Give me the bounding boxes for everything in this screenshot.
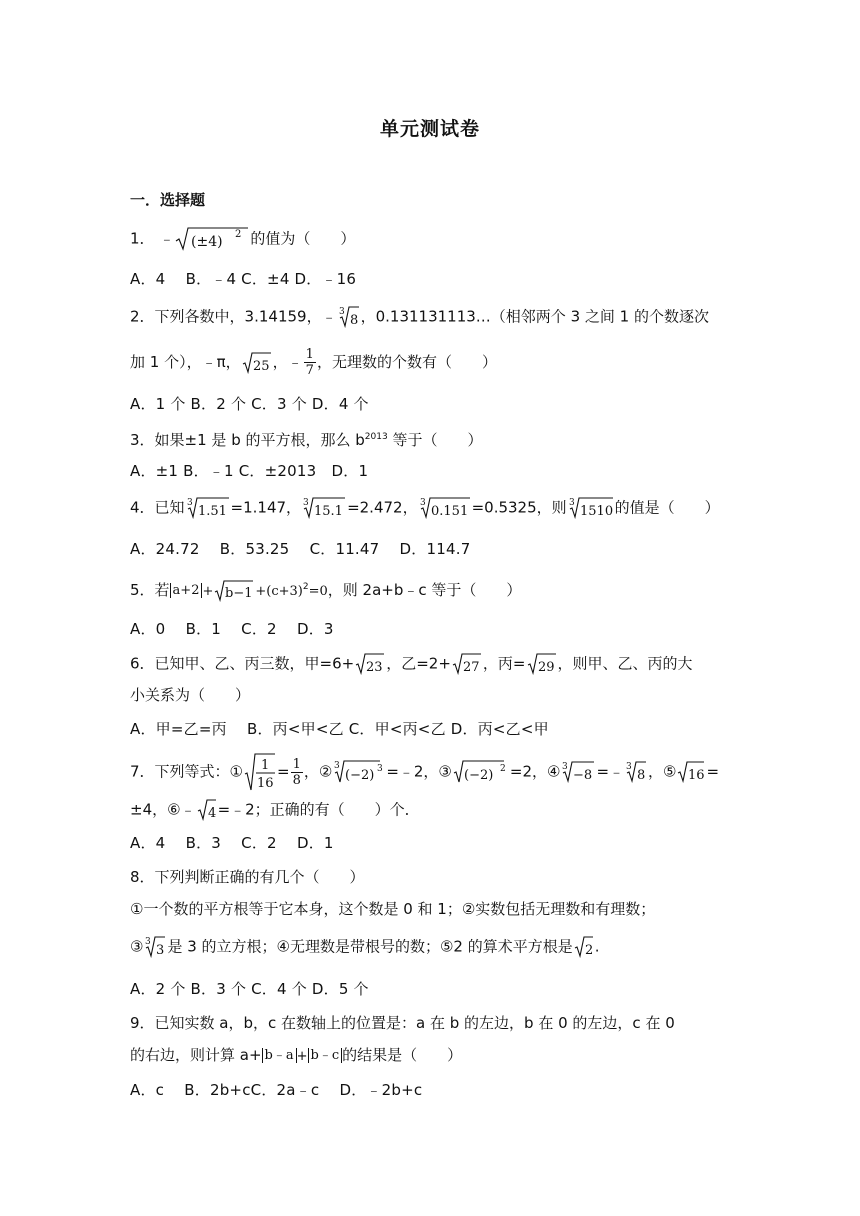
text: + <box>296 1049 308 1064</box>
absolute-value: b﹣a <box>262 1048 297 1063</box>
text: ，0.131131113…（相邻两个 3 之间 1 的个数逐次 <box>360 307 709 326</box>
sqrt-symbol <box>242 351 272 375</box>
cube-root-symbol <box>338 305 360 329</box>
text: 7．下列等式：① <box>130 762 243 781</box>
sqrt-symbol <box>244 752 276 792</box>
question-7-options: A．4 B．3 C．2 D．1 <box>130 834 334 852</box>
question-8-stem: 8．下列判断正确的有几个（ ） <box>130 868 365 886</box>
question-1-stem: 1． ﹣ (±4) 2 的值为（ ） <box>130 226 355 252</box>
text: ，则 2a+b﹣c 等于（ ） <box>327 581 522 599</box>
sqrt-symbol <box>175 226 249 252</box>
fraction: $\frac{1}{8}$ <box>292 756 301 788</box>
sqrt-symbol <box>355 652 385 676</box>
cube-root-symbol <box>144 935 166 959</box>
cube-root-symbol <box>302 496 346 520</box>
cube-root-symbol <box>568 496 614 520</box>
question-2-options: A．1 个 B．2 个 C．3 个 D．4 个 <box>130 395 369 413</box>
cube-root-symbol <box>333 759 385 785</box>
text: =2.472， <box>347 498 418 517</box>
question-tail: 的值为（ ） <box>250 229 356 248</box>
text: =﹣2；正确的有（ ）个． <box>217 800 420 819</box>
radicand: (−2) <box>463 768 494 783</box>
absolute-value: a+2 <box>170 583 203 598</box>
text: 加 1 个），﹣π， <box>130 353 241 371</box>
question-5-stem: 5．若 a+2 + b−1 $+(c+3)^2=0$，则 2a+b﹣c 等于（ ） <box>130 576 521 603</box>
text: =0.5325，则 <box>471 498 567 517</box>
svg-text:2: 2 <box>499 764 506 774</box>
svg-text:3: 3 <box>626 762 632 772</box>
sqrt-symbol <box>574 935 594 959</box>
sqrt-symbol <box>452 652 482 676</box>
radicand: 2 <box>584 943 594 958</box>
svg-text:3: 3 <box>334 761 341 771</box>
exponent: 2 <box>302 582 309 592</box>
text: ，丙= <box>482 654 526 673</box>
text: 4．已知 <box>130 498 185 517</box>
svg-text:3: 3 <box>338 307 345 317</box>
text: . <box>594 937 600 956</box>
text: ±4，⑥﹣ <box>130 800 196 819</box>
radicand: 23 <box>366 660 383 675</box>
cube-root-symbol <box>561 760 595 784</box>
svg-text:3: 3 <box>377 764 384 774</box>
question-9-stem-line1: 9．已知实数 a，b，c 在数轴上的位置是：a 在 b 的左边，b 在 0 的左边，c 在 0 <box>130 1014 675 1032</box>
question-2-stem-line1: 2．下列各数中，3.14159，﹣ 3 8 ，0.131131113…（相邻两个 3 之间 1 的个数逐次 <box>130 307 709 328</box>
question-7-stem-line2 <box>130 798 420 822</box>
text: 6．已知甲、乙、丙三数，甲=6+ <box>130 654 355 673</box>
text: =﹣ <box>596 762 625 781</box>
svg-text:3: 3 <box>186 498 193 508</box>
text: 是 3 的立方根；④无理数是带根号的数；⑤2 的算术平方根是 <box>167 937 573 956</box>
text: 3．如果±1 是 b 的平方根，那么 b <box>130 431 365 449</box>
question-4-options: A．24.72 B．53.25 C．11.47 D．114.7 <box>130 540 471 558</box>
radicand: 27 <box>462 660 480 675</box>
text: = <box>277 762 290 781</box>
radicand: 1.51 <box>197 504 227 519</box>
radicand: 15.1 <box>314 504 344 519</box>
question-4-stem <box>130 496 720 520</box>
question-8-options: A．2 个 B．3 个 C．4 个 D．5 个 <box>130 980 369 998</box>
fraction: $\frac{1}{7}$ <box>305 347 314 378</box>
svg-text:3: 3 <box>419 498 426 508</box>
text: ③ <box>130 937 144 956</box>
question-8-statements-line1: ①一个数的平方根等于它本身，这个数是 0 和 1；②实数包括无理数和有理数； <box>130 900 656 918</box>
radicand: 29 <box>537 660 555 675</box>
text: = <box>706 762 720 781</box>
question-6-options: A．甲=乙=丙 B．丙<甲<乙 C．甲<丙<乙 D．丙<乙<甲 <box>130 720 549 738</box>
expression: =0 <box>308 584 328 599</box>
text: 2．下列各数中，3.14159， <box>130 307 322 326</box>
text: 无理数的个数有（ ） <box>331 353 497 371</box>
text: 的结果是（ ） <box>342 1046 463 1064</box>
svg-text:3: 3 <box>303 498 309 508</box>
radicand: 8 <box>637 768 646 783</box>
svg-text:3: 3 <box>568 498 575 508</box>
text: ，则甲、乙、丙的大 <box>557 654 693 673</box>
text: 等于（ ） <box>387 431 483 449</box>
radicand: 3 <box>156 943 165 958</box>
radicand: 4 <box>207 806 216 821</box>
sqrt-symbol <box>527 652 557 676</box>
radicand: (±4) <box>191 234 223 250</box>
denominator: 16 <box>257 776 274 791</box>
radicand: 0.151 <box>430 504 468 519</box>
svg-text:3: 3 <box>562 762 569 772</box>
radicand: b−1 <box>225 585 253 601</box>
question-8-statements-line2 <box>130 935 600 959</box>
radicand: 8 <box>349 313 358 328</box>
sqrt-symbol <box>214 579 254 603</box>
radicand: 16 <box>688 768 706 783</box>
section-heading: 一．选择题 <box>130 191 206 209</box>
question-6-stem-line2: 小关系为（ ） <box>130 686 251 704</box>
page-title: 单元测试卷 <box>379 118 480 140</box>
question-9-options: A．c B．2b+cC．2a﹣c D．﹣2b+c <box>130 1081 423 1099</box>
absolute-value: b﹣c <box>308 1048 343 1063</box>
question-6-stem-line1 <box>130 652 693 676</box>
question-5-options: A．0 B．1 C．2 D．3 <box>130 620 334 638</box>
text: 5．若 <box>130 581 170 599</box>
text: =1.147， <box>230 498 302 517</box>
question-3-stem <box>130 426 482 451</box>
text: ，② <box>303 762 333 781</box>
question-7-stem-line1 <box>130 752 719 792</box>
sqrt-symbol <box>677 760 705 784</box>
expression: +(c+3) <box>255 584 303 599</box>
question-number: 1． <box>130 229 155 248</box>
sqrt-symbol <box>453 759 509 785</box>
cube-root-symbol <box>419 496 471 520</box>
text: ，⑤ <box>648 762 677 781</box>
numerator: 1 <box>261 758 270 773</box>
question-2-stem-line2: 加 1 个），﹣π， 25 ，﹣ $\frac{1}{7}$ ，无理数的个数有（ ） <box>130 347 497 378</box>
question-3-options: A．±1 B．﹣1 C．±2013 D．1 <box>130 462 369 480</box>
svg-text:3: 3 <box>145 937 152 947</box>
text: =2，④ <box>509 762 561 781</box>
text: ，乙=2+ <box>386 654 451 673</box>
radicand: (−2) <box>345 768 375 783</box>
cube-root-symbol <box>186 496 230 520</box>
text: 的右边，则计算 a+ <box>130 1046 262 1064</box>
exponent: 2 <box>235 229 242 240</box>
text: =﹣2，③ <box>386 762 452 781</box>
sqrt-symbol <box>197 798 217 822</box>
cube-root-symbol <box>625 760 647 784</box>
radicand: −8 <box>573 768 593 783</box>
superscript: 2013 <box>364 432 388 442</box>
question-1-options: A．4 B．﹣4 C．±4 D．﹣16 <box>130 270 357 288</box>
question-9-stem-line2 <box>130 1044 462 1068</box>
radicand: 1510 <box>579 504 613 519</box>
text: 的值是（ ） <box>614 498 720 517</box>
radicand: 25 <box>252 358 270 374</box>
